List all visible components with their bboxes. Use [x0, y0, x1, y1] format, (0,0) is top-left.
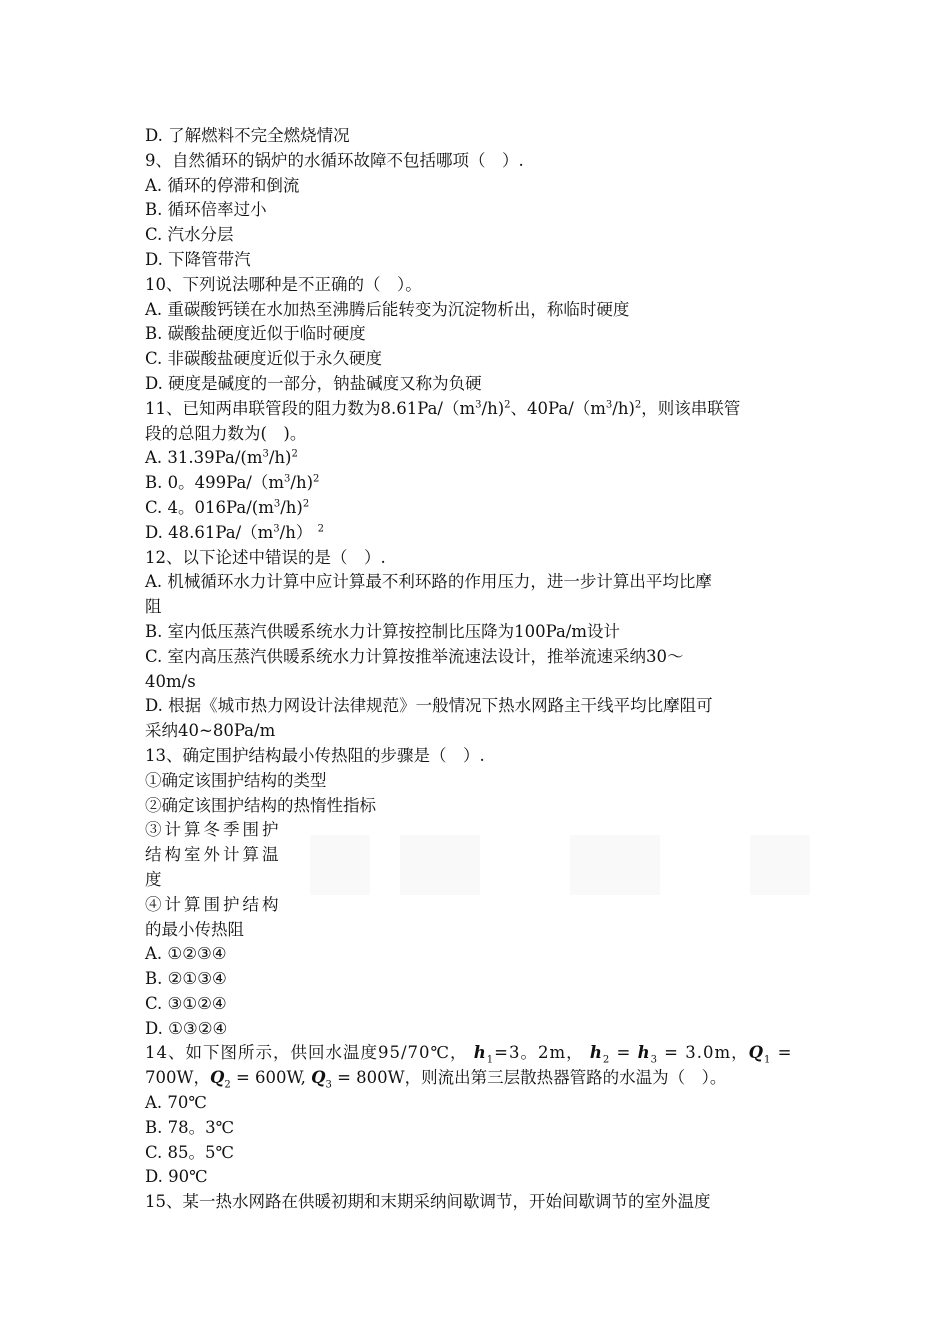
step-line: 的最小传热阻 — [145, 919, 244, 939]
option-line: D. 90℃ — [145, 1167, 208, 1187]
option-line: B. ②①③④ — [145, 969, 227, 989]
option-line — [145, 521, 810, 546]
option-text: C. 4。016Pa/(m — [145, 497, 274, 517]
var-h: h — [589, 1043, 603, 1063]
option-text: /h) — [268, 448, 292, 468]
var-q: Q — [311, 1068, 326, 1088]
option-line: C. 非碳酸盐硬度近似于永久硬度 — [145, 349, 383, 369]
q14-text: = 800W，则流出第三层散热器管路的水温为（ ）。 — [331, 1068, 727, 1088]
option-line: C. 85。5℃ — [145, 1142, 234, 1162]
option-line — [145, 496, 810, 521]
question-14 — [145, 1041, 810, 1066]
step-line: 结构室外计算温 — [145, 845, 282, 865]
var-h: h — [473, 1043, 487, 1063]
superscript: 2 — [291, 448, 298, 460]
superscript: 3 — [284, 473, 291, 485]
option-line: A. ①②③④ — [145, 944, 227, 964]
superscript: 3 — [273, 523, 280, 535]
q11-text: ，则该串联管 — [641, 398, 741, 418]
question-10: 10、下列说法哪种是不正确的（ ）。 — [145, 274, 422, 294]
document-body — [145, 124, 810, 1215]
q14-text: =3。2m， — [494, 1043, 584, 1063]
step-line: ③计算冬季围护 — [145, 820, 282, 840]
q14-text: = 600W, — [230, 1068, 306, 1088]
option-line: A. 70℃ — [145, 1093, 207, 1113]
option-line: B. 室内低压蒸汽供暖系统水力计算按控制比压降为100Pa/m设计 — [145, 621, 621, 641]
option-line: 阻 — [145, 597, 162, 617]
step-line: ④计算围护结构 — [145, 894, 282, 914]
option-text: /h） — [279, 522, 313, 542]
option-line: C. ③①②④ — [145, 993, 227, 1013]
option-text: D. 48.61Pa/（m — [145, 522, 274, 542]
var-h: h — [637, 1043, 651, 1063]
question-9: 9、自然循环的锅炉的水循环故障不包括哪项（ ）. — [145, 150, 524, 170]
text-line: D. 了解燃料不完全燃烧情况 — [145, 126, 350, 145]
q11-text: 、40Pa/（m — [510, 398, 606, 418]
option-line: D. 根据《城市热力网设计法律规范》一般情况下热水网路主干线平均比摩阻可 — [145, 696, 713, 716]
question-11-cont: 段的总阻力数为( )。 — [145, 423, 307, 443]
option-line: C. 室内高压蒸汽供暖系统水力计算按推举流速法设计，推举流速采纳30～ — [145, 646, 684, 666]
subscript: 2 — [224, 1079, 231, 1091]
q11-text: /h) — [481, 398, 505, 418]
question-14-cont — [145, 1066, 810, 1091]
question-15: 15、某一热水网路在供暖初期和末期采纳间歇调节，开始间歇调节的室外温度 — [145, 1192, 711, 1212]
question-13: 13、确定围护结构最小传热阻的步骤是（ ）. — [145, 745, 485, 765]
superscript: 2 — [313, 473, 320, 485]
subscript: 2 — [602, 1054, 611, 1066]
q14-text: 700W， — [145, 1068, 210, 1088]
option-line: B. 碳酸盐硬度近似于临时硬度 — [145, 324, 366, 344]
step-line: ②确定该围护结构的热惰性指标 — [145, 795, 376, 815]
q11-text: /h) — [612, 398, 635, 418]
question-12: 12、以下论述中错误的是（ ）. — [145, 547, 386, 567]
option-line: C. 汽水分层 — [145, 225, 234, 245]
option-text: B. 0。499Pa/（m — [145, 473, 285, 493]
superscript: 2 — [504, 399, 511, 411]
question-11 — [145, 397, 810, 422]
option-line: 40m/s — [145, 671, 196, 691]
option-line: 采纳40~80Pa/m — [145, 721, 276, 741]
q11-text: 11、已知两串联管段的阻力数为8.61Pa/（m — [145, 398, 476, 418]
superscript: 3 — [262, 448, 269, 460]
option-text: A. 31.39Pa/(m — [145, 448, 263, 468]
q14-text: = — [610, 1043, 638, 1063]
subscript: 3 — [325, 1079, 332, 1091]
superscript: 2 — [317, 523, 324, 535]
superscript: 2 — [302, 498, 310, 510]
superscript: 3 — [475, 399, 482, 411]
option-line: A. 重碳酸钙镁在水加热至沸腾后能转变为沉淀物析出，称临时硬度 — [145, 299, 630, 319]
option-line: A. 机械循环水力计算中应计算最不利环路的作用压力，进一步计算出平均比摩 — [145, 572, 712, 592]
subscript: 3 — [650, 1054, 658, 1066]
option-line: B. 78。3℃ — [145, 1117, 235, 1137]
option-line: A. 循环的停滞和倒流 — [145, 175, 300, 195]
step-line: 度 — [145, 869, 165, 889]
var-q: Q — [209, 1068, 225, 1088]
q14-text: 14、如下图所示，供回水温度95/70℃， — [145, 1043, 468, 1063]
superscript: 2 — [634, 399, 642, 411]
option-line: D. 硬度是碱度的一部分，钠盐碱度又称为负硬 — [145, 373, 482, 393]
option-line — [145, 446, 810, 471]
superscript: 3 — [605, 399, 613, 411]
step-line: ①确定该围护结构的类型 — [145, 770, 327, 790]
subscript: 1 — [764, 1054, 772, 1066]
superscript: 3 — [273, 498, 281, 510]
q14-text: = — [771, 1043, 799, 1063]
option-text: /h) — [280, 497, 303, 517]
option-line: B. 循环倍率过小 — [145, 200, 267, 220]
var-q: Q — [748, 1043, 765, 1063]
subscript: 1 — [486, 1054, 495, 1066]
option-line: D. 下降管带汽 — [145, 249, 251, 269]
q14-text: = 3.0m， — [657, 1043, 749, 1063]
option-line — [145, 471, 810, 496]
option-line: D. ①③②④ — [145, 1018, 228, 1038]
option-text: /h) — [290, 473, 314, 493]
